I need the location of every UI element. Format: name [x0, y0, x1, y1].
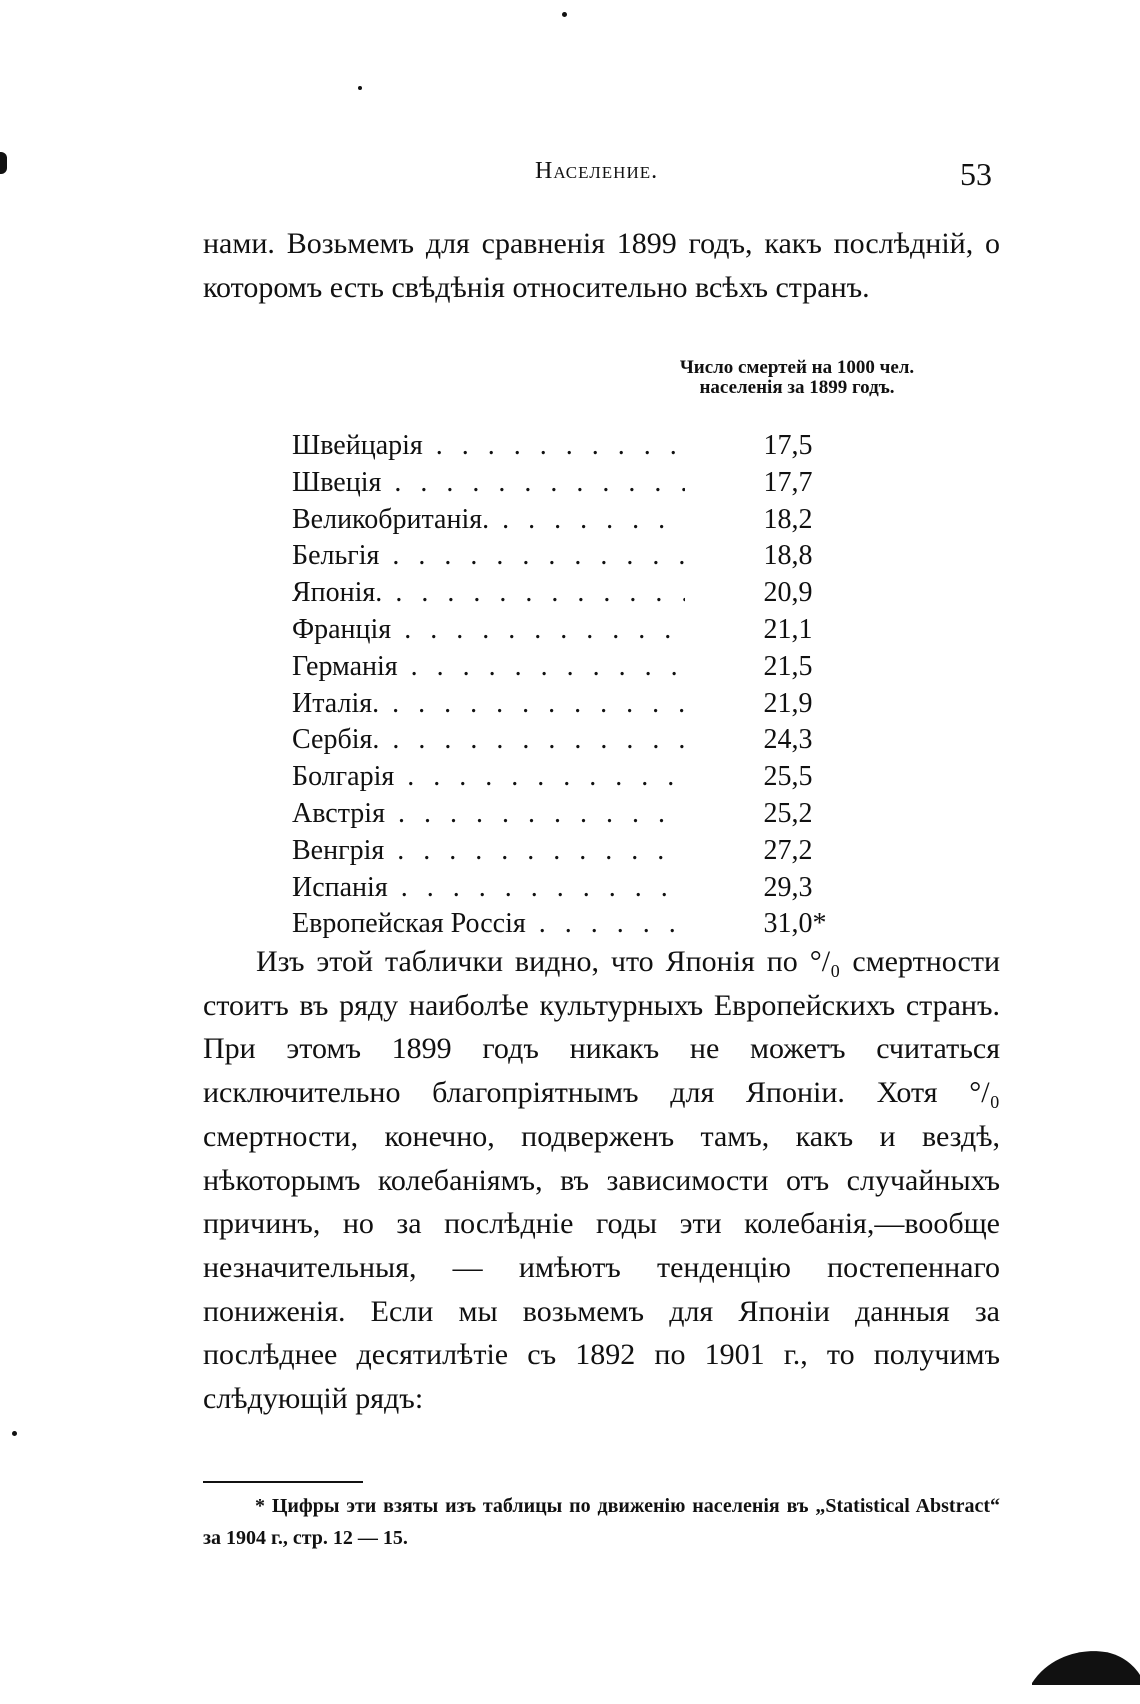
mortality-table [292, 428, 852, 943]
table-row [292, 722, 852, 759]
country-name: Франція . . . [292, 612, 685, 649]
country-name: Венгрія . . . [292, 833, 685, 870]
scan-speck [12, 1431, 17, 1436]
scan-corner-mark [1030, 1645, 1140, 1685]
mortality-value: 24,3 [763, 724, 813, 756]
mortality-value: 25,5 [763, 761, 813, 793]
table-row [292, 833, 852, 870]
country-name: Австрія . . . [292, 796, 685, 833]
mortality-value: 17,7 [763, 466, 813, 498]
table-row [292, 612, 852, 649]
intro-paragraph: нами. Возьмемъ для сравненія 1899 годъ, какъ послѣдній, о которомъ есть свѣдѣнія относительно всѣхъ странъ. [203, 227, 1000, 304]
country-name: Бельгія . . . [292, 538, 685, 575]
mortality-value: 21,9 [763, 687, 813, 719]
main-paragraph: Изъ этой таблички видно, что Японія по °/₀ смертности стоитъ въ ряду наиболѣе культурныхъ Европейскихъ странъ. При этомъ 1899 годъ никакъ не можетъ считаться исключительно благопріятнымъ для Японіи. Хотя °/₀ смертности, конечно, подверженъ тамъ, какъ и вездѣ, нѣкоторымъ колебаніямъ, въ зависимости отъ случайныхъ причинъ, но за послѣдніе годы эти колебанія,—вообще незначительныя, — имѣютъ тенденцію постепеннаго пониженія. Если мы возьмемъ для Японіи данныя за послѣднее десятилѣтіе съ 1892 по 1901 г., то получимъ слѣдующій рядъ: [203, 945, 1000, 1416]
table-row [292, 796, 852, 833]
country-name: Испанія . . . [292, 870, 685, 907]
mortality-value: 21,5 [763, 650, 813, 682]
mortality-value: 21,1 [763, 613, 813, 645]
mortality-value: 25,2 [763, 797, 813, 829]
mortality-value: 29,3 [763, 871, 813, 903]
table-row [292, 686, 852, 723]
country-name: Италія. . . . [292, 686, 685, 723]
scan-speck [562, 12, 567, 17]
table-row [292, 428, 852, 465]
table-row [292, 649, 852, 686]
footnote-rule [203, 1481, 363, 1483]
mortality-value: 31,0* [763, 908, 827, 940]
table-row [292, 575, 852, 612]
mortality-value: 27,2 [763, 834, 813, 866]
running-title: Население. [535, 158, 659, 184]
country-name: Швейцарія . . . [292, 428, 685, 465]
country-name: Германія . . . [292, 649, 685, 686]
table-row [292, 502, 852, 539]
table-column-header: Число смертей на 1000 чел. населенія за 1899 годъ. [679, 357, 915, 398]
scan-speck [358, 86, 362, 90]
mortality-value: 18,8 [763, 540, 813, 572]
footnote: * Цифры эти взяты изъ таблицы по движенію населенія въ „Statistical Abstract“ за 1904 г., стр. 12 — 15. [203, 1495, 1000, 1549]
table-row [292, 759, 852, 796]
table-row [292, 538, 852, 575]
table-row [292, 870, 852, 907]
table-row [292, 906, 852, 943]
country-name: Великобританія. . . . [292, 502, 685, 539]
country-name: Швеція . . . [292, 465, 685, 502]
country-name: Японія. . . . [292, 575, 685, 612]
mortality-value: 20,9 [763, 577, 813, 609]
page-number: 53 [960, 156, 992, 192]
country-name: Сербія. . . . [292, 722, 685, 759]
scan-edge-mark [0, 152, 7, 174]
table-row [292, 465, 852, 502]
country-name: Европейская Россія . . . [292, 906, 685, 943]
country-name: Болгарія . . . [292, 759, 685, 796]
mortality-value: 18,2 [763, 503, 813, 535]
mortality-value: 17,5 [763, 430, 813, 461]
